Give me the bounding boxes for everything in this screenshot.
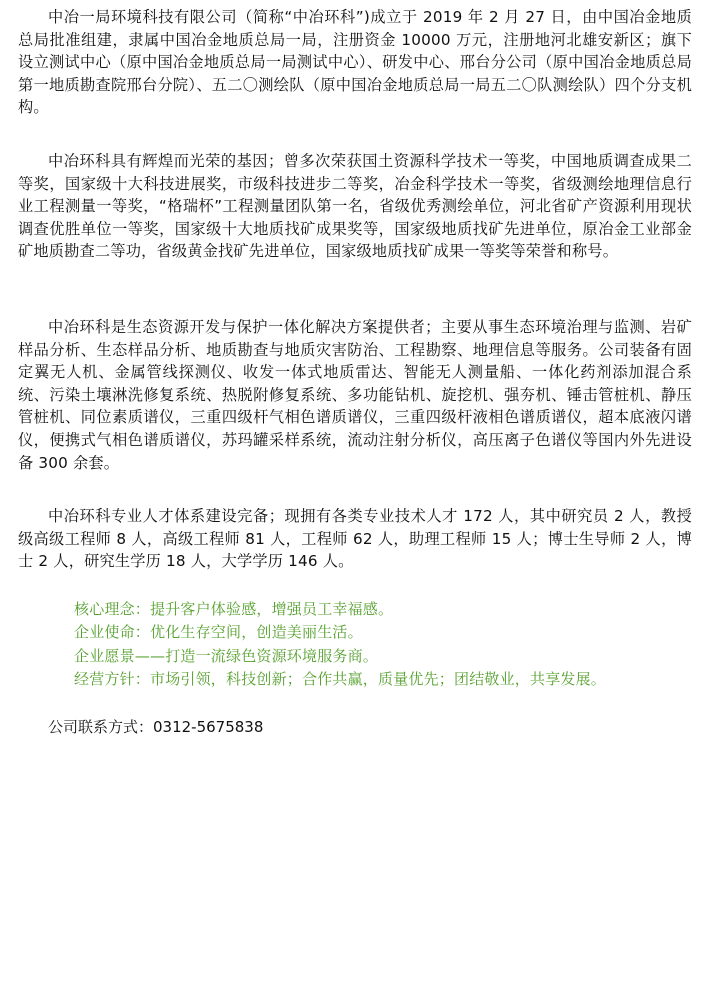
talent-paragraph: 中冶环科专业人才体系建设完备；现拥有各类专业技术人才 172 人，其中研究员 2 人，教授级高级工程师 8 人，高级工程师 81 人，工程师 62 人，助理工程师 15 人；博士生导师 2 人，博士 2 人，研究生学历 18 人，大学学历 146 人。	[18, 507, 692, 571]
corporate-mission: 企业使命：优化生存空间，创造美丽生活。	[74, 623, 363, 642]
contact-info: 公司联系方式：0312-5675838	[48, 718, 264, 736]
services-equipment-paragraph: 中冶环科是生态资源开发与保护一体化解决方案提供者；主要从事生态环境治理与监测、岩矿样品分析、生态样品分析、地质勘查与地质灾害防治、工程勘察、地理信息等服务。公司装备有固定翼无人机、金属管线探测仪、收发一体式地质雷达、智能无人测量船、一体化药剂添加混合系统、污染土壤淋洗修复系统、热脱附修复系统、多功能钻机、旋挖机、强夯机、锤击管桩机、静压管桩机、同位素质谱仪，三重四级杆气相色谱质谱仪，三重四级杆液相色谱质谱仪，超本底液闪谱仪，便携式气相色谱质谱仪，苏玛罐采样系统，流动注射分析仪，高压离子色谱仪等国内外先进设备 300 余套。	[18, 318, 692, 472]
business-policy: 经营方针：市场引领，科技创新；合作共赢，质量优先；团结敬业，共享发展。	[74, 670, 607, 689]
core-concept: 核心理念：提升客户体验感，增强员工幸福感。	[74, 600, 394, 618]
corporate-vision: 企业愿景——打造一流绿色资源环境服务商。	[74, 646, 379, 665]
company-intro-paragraph: 中冶一局环境科技有限公司（简称“中冶环科”)成立于 2019 年 2 月 27 日，由中国冶金地质总局批准组建，隶属中国冶金地质总局一局，注册资金 10000 万元，注册地河北雄安新区；旗下设立测试中心（原中国冶金地质总局一局测试中心）、研发中心、邢台分公司（原中国冶金地质总局第一地质勘查院邢台分院）、五二〇测绘队（原中国冶金地质总局一局五二〇队测绘队）四个分支机构。	[18, 8, 692, 117]
corporate-values-list	[74, 598, 694, 692]
honors-paragraph: 中冶环科具有辉煌而光荣的基因；曾多次荣获国土资源科学技术一等奖，中国地质调查成果二等奖，国家级十大科技进展奖，市级科技进步二等奖，冶金科学技术一等奖，省级测绘地理信息行业工程测量一等奖，“格瑞杯”工程测量团队第一名，省级优秀测绘单位，河北省矿产资源利用现状调查优胜单位一等奖，国家级十大地质找矿成果奖等，国家级地质找矿先进单位，原冶金工业部金矿地质勘查二等功，省级黄金找矿先进单位，国家级地质找矿成果一等奖等荣誉和称号。	[18, 152, 692, 261]
